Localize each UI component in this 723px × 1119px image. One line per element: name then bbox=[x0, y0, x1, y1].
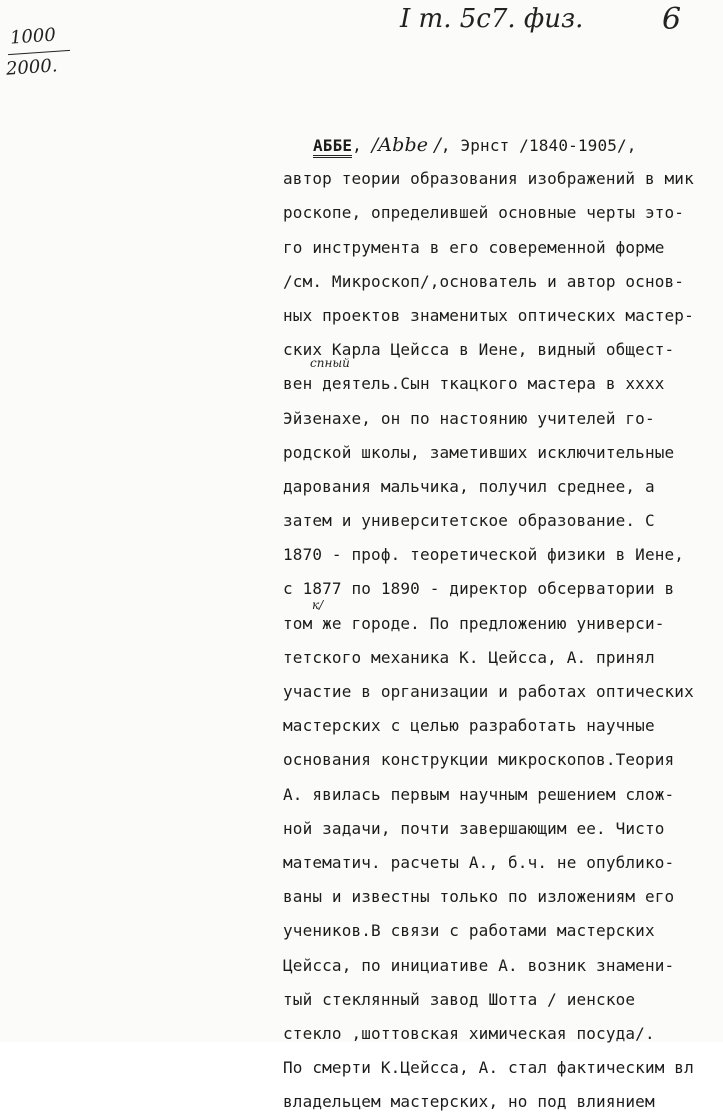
handwritten-correction: к/ bbox=[312, 598, 324, 612]
text-line: ных проектов знаменитых оптических мастер- bbox=[283, 305, 694, 325]
handwritten-shelfmark: I т. 5с7. физ. bbox=[400, 4, 584, 34]
handwritten-latin-name: /Abbe / bbox=[371, 134, 441, 156]
text-line: мастерских с целью разработать научные bbox=[283, 716, 655, 736]
text-line: тый стеклянный завод Шотта / иенское bbox=[283, 989, 636, 1009]
article-first-line bbox=[283, 128, 719, 162]
text-line: учеников.В связи с работами мастерских bbox=[283, 921, 655, 941]
text-line: тетского механика К. Цейсса, А. принял bbox=[283, 647, 655, 667]
handwritten-insertion: сnный bbox=[310, 356, 350, 370]
text-line: стекло ,шоттовская химическая посуда/. bbox=[283, 1023, 655, 1043]
handwritten-count-top: 1000 bbox=[9, 24, 57, 49]
handwritten-page-number: 6 bbox=[662, 2, 682, 37]
handwritten-count-divider bbox=[8, 50, 70, 55]
headword-comma: , bbox=[352, 136, 362, 155]
text-line: 1870 - проф. теоретической физики в Иене, bbox=[283, 545, 685, 565]
text-line: ной задачи, почти завершающим ее. Чисто bbox=[283, 818, 665, 838]
article-body bbox=[283, 128, 719, 1119]
text-line: А. явилась первым научным решением слож- bbox=[283, 784, 675, 804]
text-line: Эйзенахе, он по настоянию учителей го- bbox=[283, 408, 655, 428]
handwritten-count-bottom: 2000. bbox=[5, 55, 59, 80]
text-line: вен деятель.Сын ткацкого мастера в хххх bbox=[283, 374, 665, 394]
article-headword: АББЕ bbox=[313, 136, 352, 158]
first-line-rest: , Эрнст /1840-1905/, bbox=[440, 136, 637, 155]
text-line: /см. Микроскоп/,основатель и автор основ- bbox=[283, 271, 685, 291]
text-line: дарования мальчика, получил среднее, а bbox=[283, 476, 655, 496]
text-line: го инструмента в его совеременной форме bbox=[283, 237, 665, 257]
text-line: автор теории образования изображений в мик bbox=[283, 169, 694, 189]
text-line: роскопе, определившей основные черты это- bbox=[283, 203, 685, 223]
text-line: ваны и известны только по изложениям его bbox=[283, 887, 675, 907]
text-line: родской школы, заметивших исключительные bbox=[283, 442, 675, 462]
text-line: По смерти К.Цейсса, А. стал фактическим вл bbox=[283, 1058, 694, 1078]
text-line: владельцем мастерских, но под влиянием bbox=[283, 1092, 655, 1112]
text-line: участие в организации и работах оптических bbox=[283, 682, 694, 701]
text-line: том же городе. По предложению универси- bbox=[283, 613, 665, 633]
text-line: затем и университетское образование. С bbox=[283, 511, 655, 531]
text-line: ских Карла Цейсса в Иене, видный общест- bbox=[283, 340, 675, 360]
text-line: Цейсса, по инициативе А. возник знамени- bbox=[283, 955, 675, 975]
text-line: с 1877 по 1890 - директор обсерватории в bbox=[283, 579, 675, 599]
text-line: математич. расчеты А., б.ч. не опублико- bbox=[283, 852, 675, 872]
text-line: основания конструкции микроскопов.Теория bbox=[283, 750, 675, 770]
